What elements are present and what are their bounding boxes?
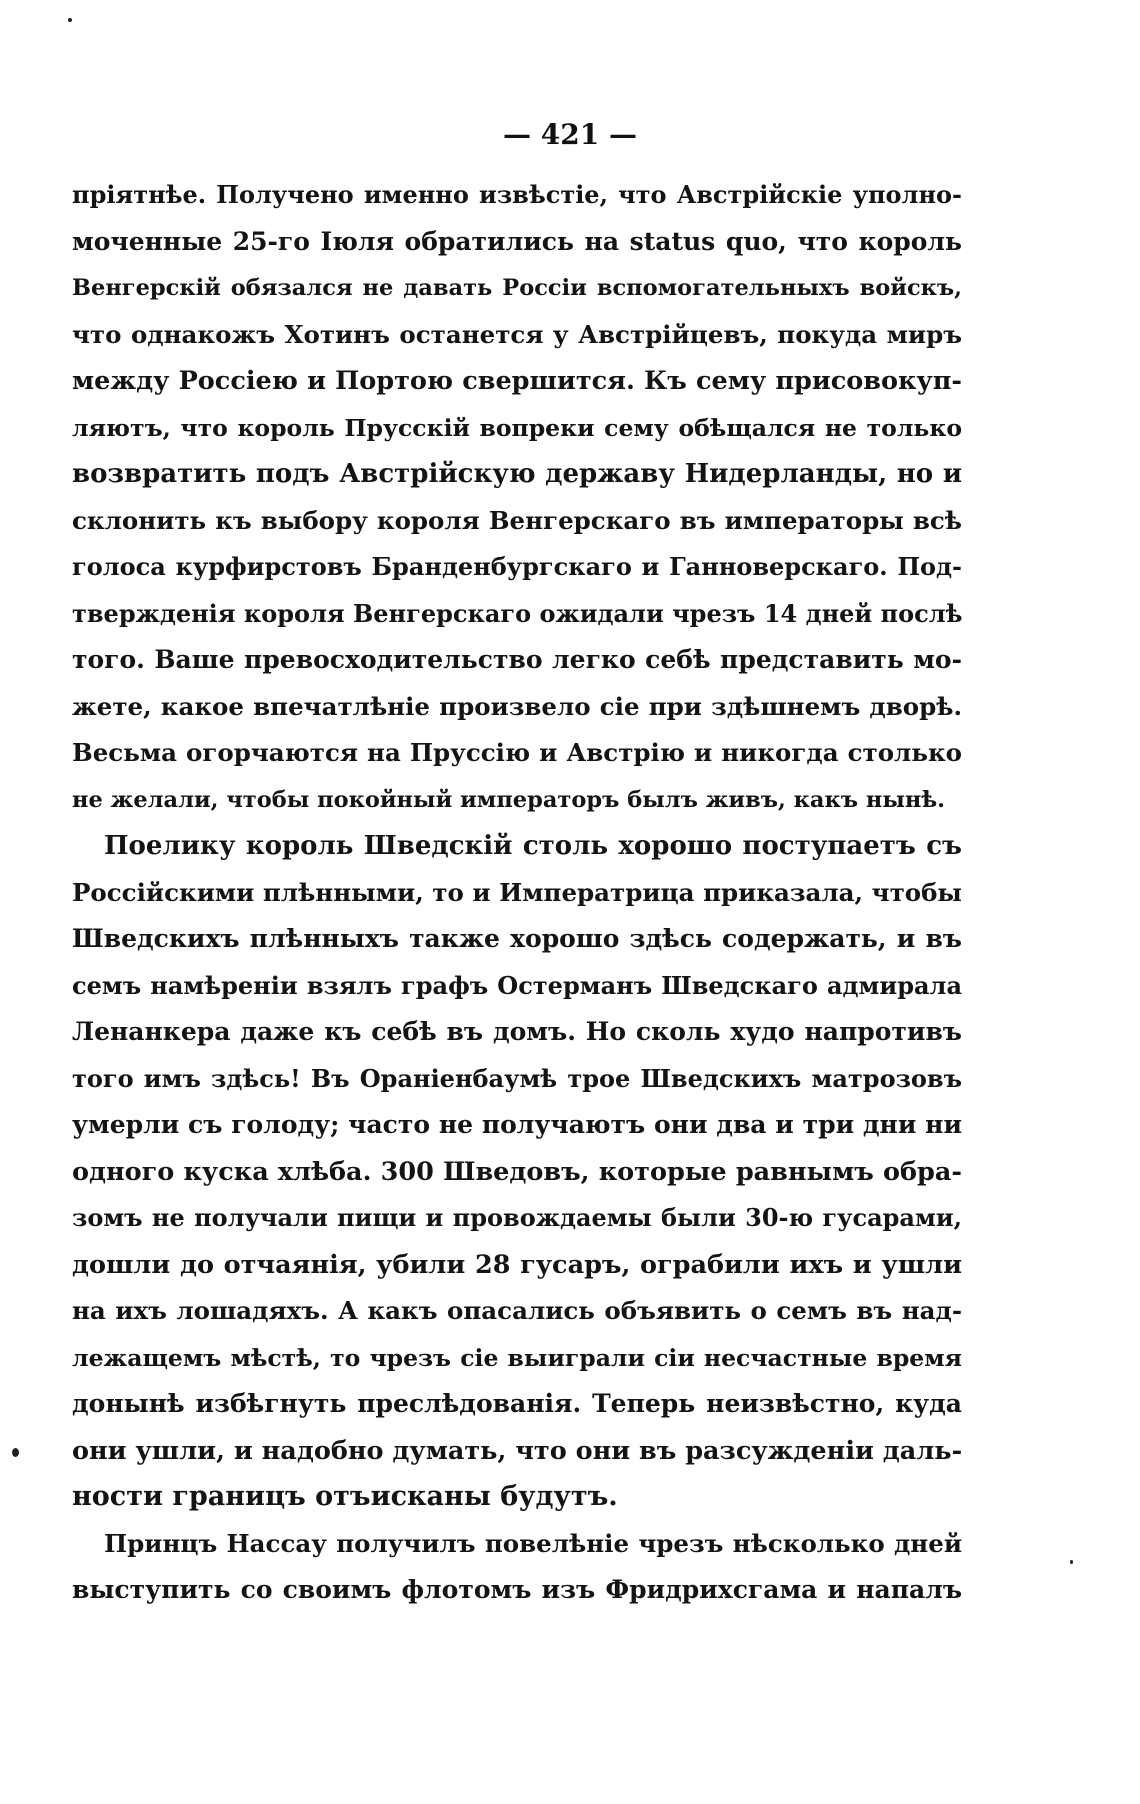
text-line: твержденія короля Венгерскаго ожидали чрезъ 14 дней послѣ xyxy=(72,598,963,628)
text-line: лежащемъ мѣстѣ, то чрезъ сіе выиграли сіи несчастные время xyxy=(72,1343,962,1372)
text-line: зомъ не получали пищи и провождаемы были 30-ю гусарами, xyxy=(72,1203,962,1232)
text-line: Поелику король Шведскій столь хорошо поступаетъ съ xyxy=(104,831,962,861)
text-line: пріятнѣе. Получено именно извѣстіе, что Австрійскіе уполно- xyxy=(72,180,962,209)
paragraph-1 xyxy=(72,172,962,823)
text-line: донынѣ избѣгнуть преслѣдованія. Теперь неизвѣстно, куда xyxy=(72,1389,962,1418)
text-line: умерли съ голоду; часто не получаютъ они два и три дни ни xyxy=(72,1110,962,1139)
text-line: ляютъ, что король Прусскій вопреки сему обѣщался не только xyxy=(72,413,962,442)
text-line: что однакожъ Хотинъ останется у Австрійцевъ, покуда миръ xyxy=(72,319,962,349)
text-line: возвратить подъ Австрійскую державу Нидерланды, но и xyxy=(72,459,962,489)
text-line: Венгерскій обязался не давать Россіи вспомогательныхъ войскъ, xyxy=(72,275,962,301)
text-line: выступить со своимъ флотомъ изъ Фридрихсгама и напалъ xyxy=(72,1575,962,1604)
text-line: Весьма огорчаются на Пруссію и Австрію и никогда столько xyxy=(72,738,962,767)
text-line: того. Ваше превосходительство легко себѣ представить мо- xyxy=(72,645,962,674)
text-line: моченные 25-го Іюля обратились на status quo, что король xyxy=(72,226,962,256)
scan-speck xyxy=(68,18,72,22)
text-line: семъ намѣреніи взялъ графъ Остерманъ Шведскаго адмирала xyxy=(72,970,962,1000)
text-line: не желали, чтобы покойный императоръ былъ живъ, какъ нынѣ. xyxy=(72,786,945,813)
page-number: — 421 — xyxy=(503,118,637,151)
text-line: Шведскихъ плѣнныхъ также хорошо здѣсь содержать, и въ xyxy=(72,924,962,953)
text-line: склонить къ выбору короля Венгерскаго въ императоры всѣ xyxy=(72,505,962,535)
text-line: одного куска хлѣба. 300 Шведовъ, которые равнымъ обра- xyxy=(72,1156,962,1187)
paragraph-3 xyxy=(72,1521,962,1614)
text-line: жете, какое впечатлѣніе произвело сіе при здѣшнемъ дворѣ. xyxy=(72,691,962,721)
text-line: ности границъ отъисканы будутъ. xyxy=(72,1481,618,1512)
text-line: Россійскими плѣнными, то и Императрица приказала, чтобы xyxy=(72,877,962,907)
body-text xyxy=(72,172,962,1614)
text-line: между Россіею и Портою свершится. Къ сему присовокуп- xyxy=(72,366,962,396)
scan-speck xyxy=(1070,1560,1073,1564)
text-line: на ихъ лошадяхъ. А какъ опасались объявить о семъ въ над- xyxy=(72,1296,962,1325)
scan-speck xyxy=(12,1448,19,1457)
paragraph-2 xyxy=(72,823,962,1521)
text-line: голоса курфирстовъ Бранденбургскаго и Ганноверскаго. Под- xyxy=(72,552,962,581)
text-line: Ленанкера даже къ себѣ въ домъ. Но сколь худо напротивъ xyxy=(72,1017,962,1046)
text-line: Принцъ Нассау получилъ повелѣніе чрезъ нѣсколько дней xyxy=(104,1528,962,1558)
text-line: они ушли, и надобно думать, что они въ разсужденіи даль- xyxy=(72,1435,963,1466)
text-line: дошли до отчаянія, убили 28 гусаръ, ограбили ихъ и ушли xyxy=(72,1249,962,1280)
text-line: того имъ здѣсь! Въ Ораніенбаумѣ трое Шведскихъ матрозовъ xyxy=(72,1063,962,1093)
